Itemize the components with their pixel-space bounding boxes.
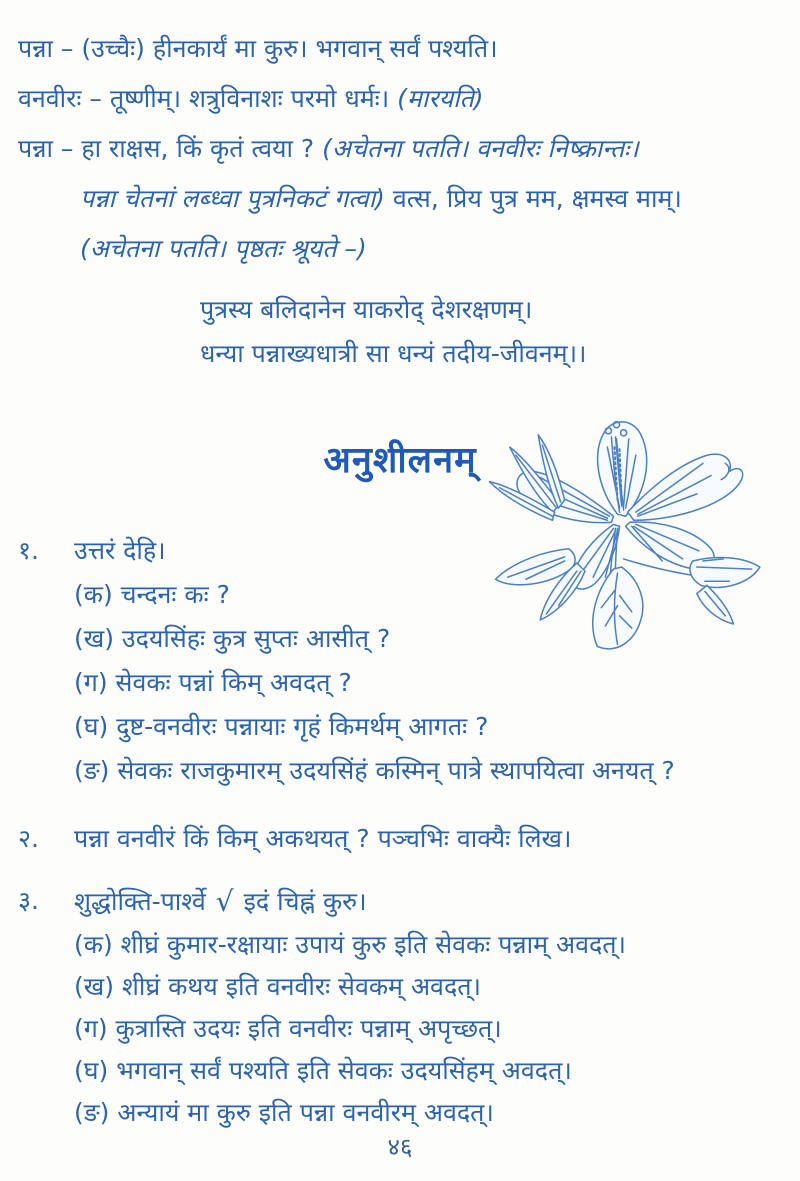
item-label: (ङ) [74,1098,110,1127]
item-text: कुत्रास्ति उदयः इति वनवीरः पन्नाम् अपृच्छत्। [115,1014,502,1043]
question-2 [18,817,800,861]
dialogue-line-2 [18,74,800,124]
hibiscus-illustration [463,406,768,661]
item-text: सेवकः पन्नां किम् अवदत् ? [115,668,352,697]
dialogue-line-5 [80,224,800,274]
item-label: (ग) [74,668,108,697]
item-label: (घ) [74,712,109,741]
question-text [74,879,367,924]
item-text: दुष्ट-वनवीरः पन्नायाः गृहं किमर्थम् आगतः ? [116,712,489,741]
question-text: उत्तरं देहि। [74,536,166,565]
dialogue-line-3 [18,124,800,174]
verse-line-2: धन्या पन्नाख्यधात्री सा धन्यं तदीय-जीवनम्।। [200,339,587,368]
item-text: अन्यायं मा कुरु इति पन्ना वनवीरम् अवदत्। [117,1098,494,1127]
dialogue-text: वत्स, प्रिय पुत्र मम, क्षमस्व माम्। [384,184,682,213]
item-label: (क) [74,580,113,609]
question-item [74,924,800,966]
item-text: उदयसिंहः कुत्र सुप्तः आसीत् ? [121,624,391,653]
question-item [74,966,800,1008]
question-3 [18,879,800,924]
item-text: भगवान् सर्वं पश्यति इति सेवकः उदयसिंहम् अवदत्। [116,1056,572,1085]
question-number: ३. [18,886,39,915]
question-item [74,1092,800,1134]
item-label: (क) [74,930,113,959]
item-label: (ङ) [74,756,110,785]
dialogue-block [0,0,800,274]
verse-line-1: पुत्रस्य बलिदानेन याकरोद् देशरक्षणम्। [200,295,533,324]
item-text: चन्दनः कः ? [120,580,230,609]
stage-direction: (मारयति) [397,84,484,113]
question-text-post: इदं चिह्नं कुरु। [243,887,367,916]
page-number: ४६ [387,1133,413,1161]
item-text: शीघ्रं कुमार-रक्षायाः उपायं कुरु इति सेवकः पन्नाम् अवदत्। [120,930,627,959]
question-item [74,1008,800,1050]
dialogue-text: पन्ना – (उच्चैः) हीनकार्यं मा कुरु। भगवान् सर्वं पश्यति। [18,34,498,63]
dialogue-line-1 [18,24,800,74]
stage-direction: (अचेतना पतति। पृष्ठतः श्रूयते –) [80,234,367,263]
dialogue-text: वनवीरः – तूष्णीम्। शत्रुविनाशः परमो धर्मः। [18,84,398,113]
question-item [74,1050,800,1092]
question-item [74,749,800,793]
item-label: (ख) [74,624,114,653]
item-text: शीघ्रं कथय इति वनवीरः सेवकम् अवदत्। [121,972,481,1001]
stage-direction: (अचेतना पतति। वनवीरः निष्क्रान्तः। [322,134,639,163]
item-label: (घ) [74,1056,109,1085]
question-3-items [74,924,800,1134]
question-text-pre: शुद्धोक्ति-पार्श्वे [74,887,206,916]
question-item [74,705,800,749]
question-item [74,661,800,705]
question-text: पन्ना वनवीरं किं किम् अकथयत् ? पञ्चभिः वाक्यैः लिख। [74,824,572,853]
exercise-heading: अनुशीलनम् [323,440,477,481]
question-number: २. [18,824,39,853]
item-label: (ख) [74,972,114,1001]
stage-direction: पन्ना चेतनां लब्ध्वा पुत्रनिकटं गत्वा) [80,184,385,213]
dialogue-text: पन्ना – हा राक्षस, किं कृतं त्वया ? [18,134,323,163]
verse-block [200,288,800,376]
dialogue-line-4 [80,174,800,224]
item-label: (ग) [74,1014,108,1043]
item-text: सेवकः राजकुमारम् उदयसिंहं कस्मिन् पात्रे स्थापयित्वा अनयत् ? [117,756,675,785]
checkmark-symbol: √ [215,885,234,918]
question-number: १. [18,536,39,565]
